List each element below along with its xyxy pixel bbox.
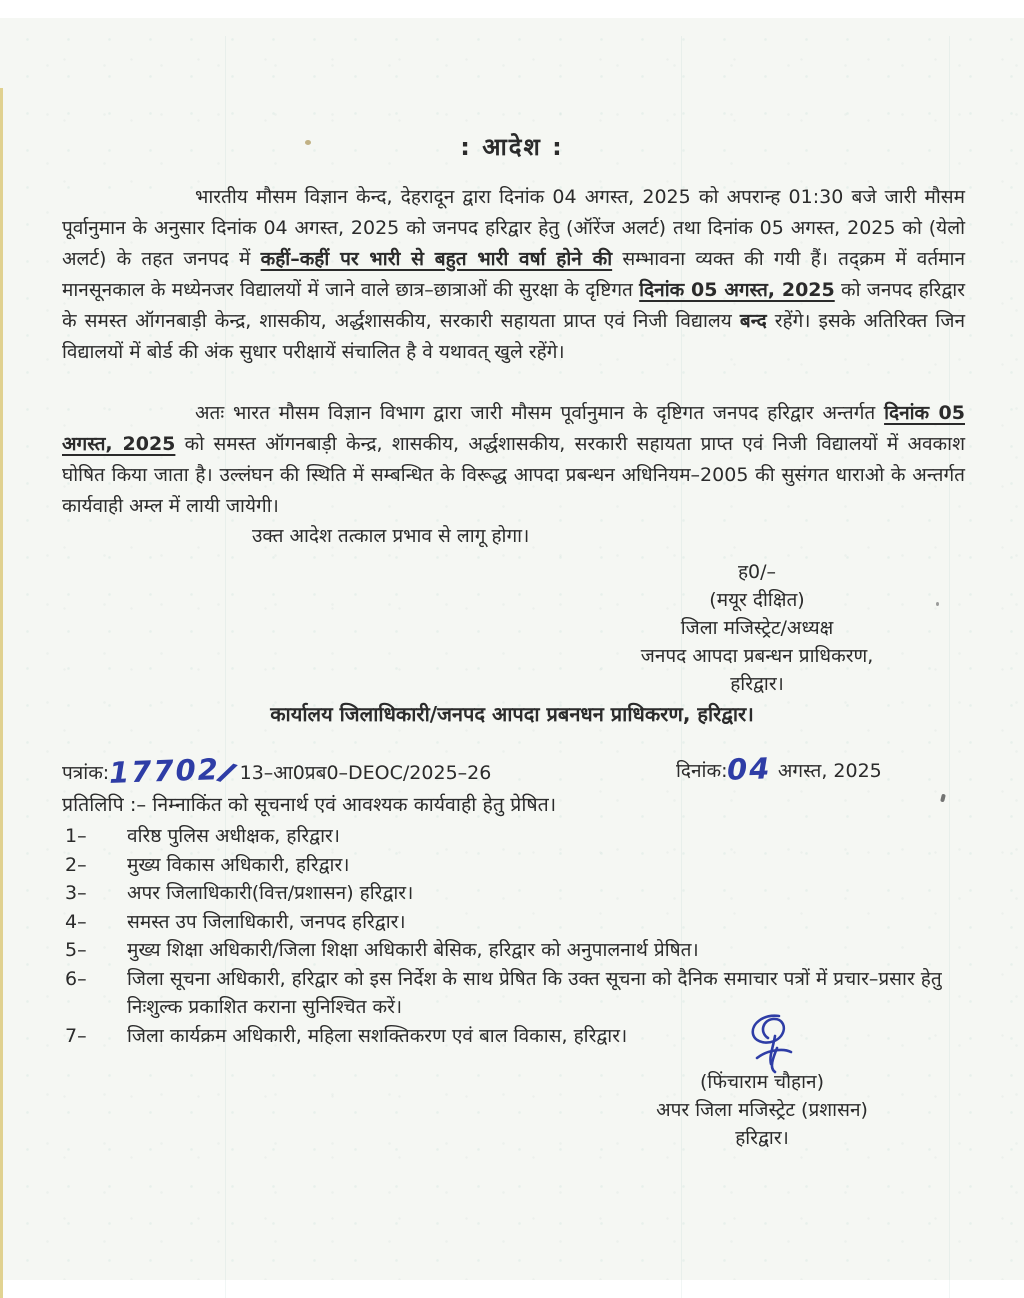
list-item — [65, 908, 970, 937]
list-item-text: जिला कार्यक्रम अधिकारी, महिला सशक्तिकरण एवं बाल विकास, हरिद्वार। — [127, 1024, 628, 1047]
order-title: : आदेश : — [460, 133, 564, 161]
letter-date-line — [676, 750, 882, 787]
signatory-place: हरिद्वार। — [735, 1127, 789, 1149]
text-segment: दिनांक 05 अगस्त, 2025 — [639, 279, 835, 301]
list-item — [65, 822, 970, 851]
list-item-text: जिला सूचना अधिकारी, हरिद्वार को इस निर्देश के साथ प्रेषित कि उक्त सूचना को दैनिक समाचार पत्रों में प्रचार–प्रसार हेतु निःशुल्क प्रकाशित कराना सुनिश्चित करें। — [127, 967, 942, 1018]
letter-number-line — [62, 752, 492, 790]
list-item — [65, 1022, 970, 1051]
signatory-organization: जनपद आपदा प्रबन्धन प्राधिकरण, — [640, 645, 874, 667]
signatory-name: (फिंचाराम चौहान) — [699, 1071, 825, 1093]
list-item — [65, 936, 970, 965]
list-item-number: 7– — [65, 1024, 87, 1047]
text-segment: दिनांक 05 अगस्त, 2025 — [62, 402, 965, 455]
text-segment: को जनपद हरिद्वार के समस्त ऑगनबाड़ी केन्द्र, शासकीय, अर्द्धशासकीय, सरकारी सहायता प्राप्त एवं निजी विद्यालय — [62, 279, 965, 332]
signatory-place: हरिद्वार। — [730, 673, 784, 695]
list-item — [65, 851, 970, 880]
letter-number-handwritten-slash: / — [214, 756, 240, 790]
letter-number-label: पत्रांक: — [62, 762, 110, 784]
text-segment: अतः भारत मौसम विज्ञान विभाग द्वारा जारी मौसम पूर्वानुमान के दृष्टिगत जनपद हरिद्वार अन्तर्गत — [195, 402, 885, 424]
copies-list — [65, 822, 970, 1050]
text-segment: रहेंगे। इसके अतिरिक्त जिन विद्यालयों में बोर्ड की अंक सुधार परीक्षायें संचालित है वे यथावत् खुले रहेंगे। — [62, 310, 965, 363]
list-item-number: 2– — [65, 853, 87, 876]
letter-date-label: दिनांक: — [676, 760, 728, 782]
letter-number-rest: 13–आ0प्रब0–DEOC/2025–26 — [239, 762, 492, 784]
signatory-designation: अपर जिला मजिस्ट्रेट (प्रशासन) — [656, 1099, 868, 1121]
scan-speck — [936, 602, 939, 606]
list-item-text: मुख्य शिक्षा अधिकारी/जिला शिक्षा अधिकारी बेसिक, हरिद्वार को अनुपालनार्थ प्रेषित। — [127, 939, 699, 961]
list-item-number: 4– — [65, 910, 87, 933]
list-item — [65, 965, 970, 1022]
text-segment: बन्द — [739, 310, 767, 332]
text-segment: भारतीय मौसम विज्ञान केन्द, देहरादून द्वारा दिनांक 04 अगस्त, 2025 को अपरान्ह 01:30 बजे जारी मौसम पूर्वानुमान के अनुसार दिनांक 04 अगस्त, 2025 को जनपद हरिद्वार हेतु (ऑरेंज अलर्ट) तथा दिनांक 05 अगस्त, 2025 को (येलो अलर्ट) के तहत जनपद में — [62, 186, 965, 270]
signatory-name: (मयूर दीक्षित) — [709, 589, 805, 611]
list-item-text: समस्त उप जिलाधिकारी, जनपद हरिद्वार। — [127, 910, 406, 933]
text-segment: कहीं–कहीं पर भारी से बहुत भारी वर्षा होने की — [260, 248, 613, 270]
signed-mark: ह0/– — [737, 561, 777, 583]
list-item — [65, 879, 970, 908]
text-segment: को समस्त ऑगनबाड़ी केन्द्र, शासकीय, अर्द्धशासकीय, सरकारी सहायता प्राप्त एवं निजी विद्यालयों में अवकाश घोषित किया जाता है। उल्लंघन की स्थिति में सम्बन्धित के विरूद्ध आपदा प्रबन्धन अधिनियम–2005 की सुसंगत धाराओ के अन्तर्गत कार्यवाही अम्ल में लायी जायेगी। — [62, 433, 965, 517]
office-heading: कार्यालय जिलाधिकारी/जनपद आपदा प्रबनधन प्राधिकरण, हरिद्वार। — [270, 702, 754, 726]
letter-date-handwritten: 04 — [726, 751, 773, 787]
list-item-number: 1– — [65, 825, 87, 847]
letter-number-handwritten: 17702 — [108, 752, 221, 790]
handwritten-signature — [735, 1012, 807, 1076]
list-item-text: अपर जिलाधिकारी(वित्त/प्रशासन) हरिद्वार। — [127, 882, 414, 904]
list-item-text: मुख्य विकास अधिकारी, हरिद्वार। — [127, 853, 350, 876]
order-closing-line: उक्त आदेश तत्काल प्रभाव से लागू होगा। — [252, 525, 530, 547]
letter-date-rest: अगस्त, 2025 — [777, 760, 882, 782]
copies-heading: प्रतिलिपि :– निम्नाकिंत को सूचनार्थ एवं आवश्यक कार्यवाही हेतु प्रेषित। — [62, 793, 557, 816]
text-segment: सम्भावना व्यक्त की गयी हैं। तद्क्रम में वर्तमान मानसूनकाल के मध्येनजर विद्यालयों में जाने वाले छात्र–छात्राओं की सुरक्षा के दृष्टिगत — [62, 248, 965, 301]
signature-block-district-magistrate — [612, 558, 902, 698]
list-item-number: 5– — [65, 939, 87, 961]
list-item-text: वरिष्ठ पुलिस अधीक्षक, हरिद्वार। — [127, 825, 340, 847]
list-item-number: 6– — [65, 967, 87, 990]
list-item-number: 3– — [65, 882, 87, 904]
signature-block-additional-district-magistrate — [612, 1068, 912, 1152]
scan-edge-mark — [0, 88, 3, 1298]
scan-speck — [940, 794, 946, 803]
order-paragraph-1 — [62, 182, 965, 368]
signatory-designation: जिला मजिस्ट्रेट/अध्यक्ष — [680, 617, 834, 639]
order-paragraph-2 — [62, 398, 965, 522]
